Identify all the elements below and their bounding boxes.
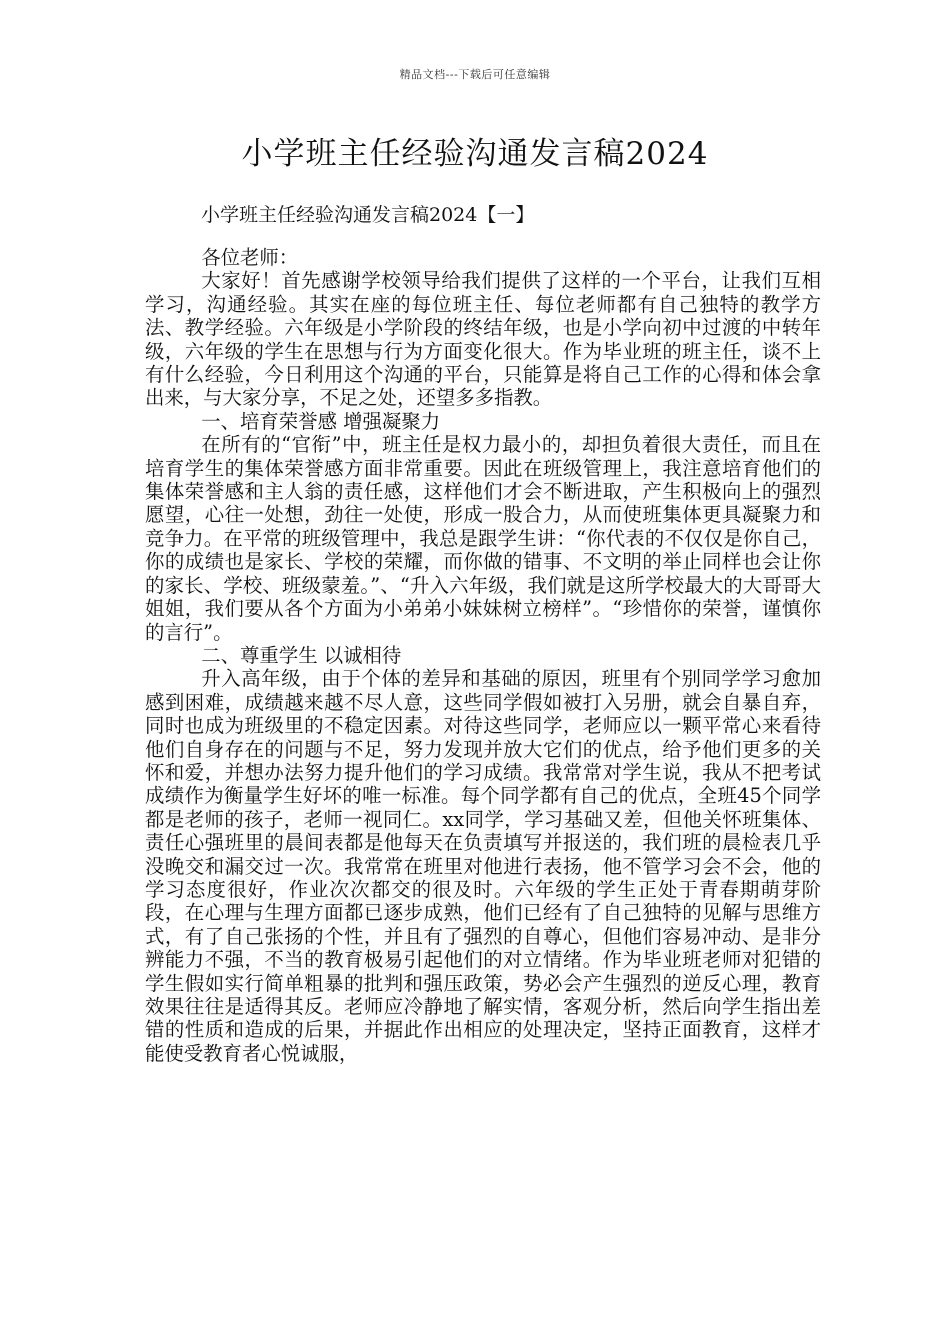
- section-heading: 二、尊重学生 以诚相待: [201, 643, 402, 667]
- paragraph: 在所有的“官衔”中，班主任是权力最小的，却担负着很大责任，而且在培育学生的集体荣誉感方面非常重要。因此在班级管理上，我注意培育他们的集体荣誉感和主人翁的责任感，这样他们才会不断进取，产生积极向上的强烈愿望，心往一处想，劲往一处使，形成一股合力，从而使班集体更具凝聚力和竞争力。在平常的班级管理中，我总是跟学生讲：“你代表的不仅仅是你自己，你的成绩也是家长、学校的荣耀，而你做的错事、不文明的举止同样也会让你的家长、学校、班级蒙羞。”、“升入六年级，我们就是这所学校最大的大哥哥大姐姐，我们要从各个方面为小弟弟小妹妹树立榜样”。“珍惜你的荣誉，谨慎你的言行”。: [145, 433, 821, 644]
- paragraph: 大家好！首先感谢学校领导给我们提供了这样的一个平台，让我们互相学习，沟通经验。其实在座的每位班主任、每位老师都有自己独特的教学方法、教学经验。六年级是小学阶段的终结年级，也是小学向初中过渡的中转年级，六年级的学生在思想与行为方面变化很大。作为毕业班的班主任，谈不上有什么经验，今日利用这个沟通的平台，只能算是将自己工作的心得和体会拿出来，与大家分享，不足之处，还望多多指教。: [145, 269, 821, 410]
- salutation: 各位老师：: [201, 246, 299, 269]
- section-heading: 一、培育荣誉感 增强凝聚力: [201, 409, 441, 433]
- document-title: 小学班主任经验沟通发言稿2024: [241, 136, 709, 172]
- document-body: [145, 246, 821, 1065]
- paragraph: 升入高年级，由于个体的差异和基础的原因，班里有个别同学学习愈加感到困难，成绩越来越不尽人意，这些同学假如被打入另册，就会自暴自弃，同时也成为班级里的不稳定因素。对待这些同学，老师应以一颗平常心来看待他们自身存在的问题与不足，努力发现并放大它们的优点，给予他们更多的关怀和爱，并想办法努力提升他们的学习成绩。我常常对学生说，我从不把考试成绩作为衡量学生好坏的唯一标准。每个同学都有自己的优点，全班45个同学都是老师的孩子，老师一视同仁。xx同学，学习基础又差，但他关怀班集体、责任心强班里的晨间表都是他每天在负责填写并报送的，我们班的晨检表几乎没晚交和漏交过一次。我常常在班里对他进行表扬，他不管学习会不会，他的学习态度很好，作业次次都交的很及时。六年级的学生正处于青春期萌芽阶段，在心理与生理方面都已逐步成熟，他们已经有了自己独特的见解与思维方式，有了自己张扬的个性，并且有了强烈的自尊心，但他们容易冲动、是非分辨能力不强，不当的教育极易引起他们的对立情绪。作为毕业班老师对犯错的学生假如实行简单粗暴的批判和强压政策，势必会产生强烈的逆反心理，教育效果往往是适得其反。老师应冷静地了解实情，客观分析，然后向学生指出差错的性质和造成的后果，并据此作出相应的处理决定，坚持正面教育，这样才能使受教育者心悦诚服，: [145, 667, 821, 1065]
- header-note: 精品文档---下载后可任意编辑: [399, 68, 551, 81]
- document-subtitle: 小学班主任经验沟通发言稿2024【一】: [201, 204, 535, 226]
